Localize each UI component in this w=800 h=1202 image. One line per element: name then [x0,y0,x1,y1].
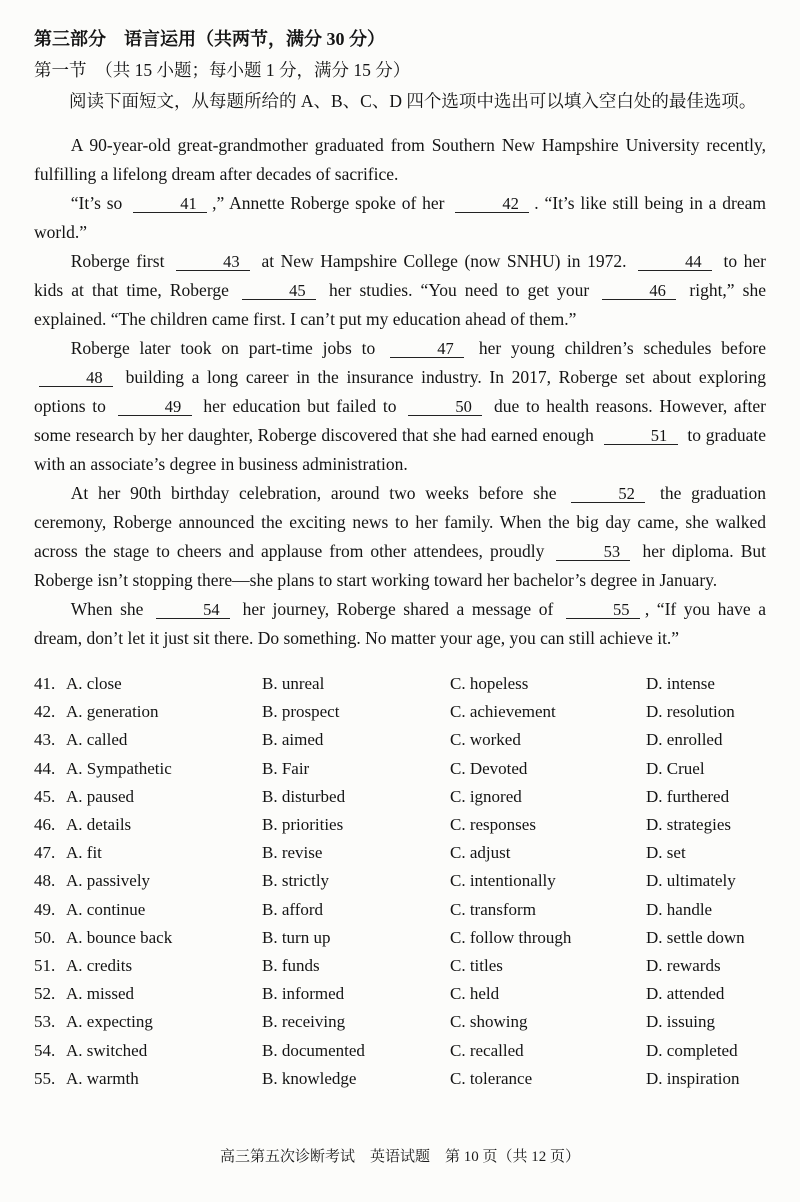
option-choice: D. resolution [646,702,735,722]
passage-paragraph: “It’s so 41 ,” Annette Roberge spoke of her 42 . “It’s like still being in a dream world.” [34,193,766,242]
option-choice: C. ignored [450,786,522,806]
option-row [34,952,766,980]
option-choice: A. called [66,730,128,750]
passage-paragraph: At her 90th birthday celebration, around two weeks before she 52 the graduation ceremony, Roberge announced the exciting news to her family. When the big day came, she walked across the stage to cheers and applause from other attendees, proudly 53 her diploma. But Roberge isn’t stopping there—she plans to start working toward her bachelor’s degree in January. [34,483,767,590]
cloze-blank: 51 [604,427,678,445]
cloze-blank: 50 [408,398,482,416]
option-row [34,1065,766,1093]
option-number: 53. [34,1012,56,1032]
option-number: 42. [34,702,56,722]
option-choice: A. passively [66,871,151,891]
option-choice: B. priorities [262,815,344,835]
option-row [34,867,766,895]
option-row [34,811,766,839]
cloze-blank: 54 [156,601,230,619]
option-choice: D. Cruel [646,758,705,778]
option-choice: B. unreal [262,674,325,693]
page-footer: 高三第五次诊断考试 英语试题 第 10 页（共 12 页） [219,1149,580,1165]
option-choice: C. transform [450,899,536,919]
option-choice: C. showing [450,1012,528,1032]
option-choice: C. recalled [450,1040,524,1060]
cloze-blank: 48 [39,369,113,387]
option-number: 43. [34,730,56,750]
option-choice: D. rewards [646,956,721,976]
option-choice: D. issuing [646,1012,715,1032]
option-row [34,980,766,1008]
option-choice: B. strictly [262,871,330,891]
cloze-blank: 42 [455,195,529,213]
cloze-blank: 53 [556,543,630,561]
option-choice: C. achievement [450,702,556,722]
option-choice: C. hopeless [450,674,529,693]
option-choice: A. generation [66,702,159,722]
option-row [34,1008,766,1036]
cloze-blank: 49 [118,398,192,416]
option-choice: D. settle down [646,927,745,947]
option-number: 54. [34,1040,56,1060]
option-number: 52. [34,984,56,1004]
passage-paragraph: A 90-year-old great-grandmother graduated from Southern New Hampshire University recently, fulfilling a lifelong dream after decades of sacrifice. [34,135,766,184]
option-choice: A. missed [66,984,134,1004]
option-choice: D. furthered [646,786,730,806]
option-choice: D. completed [646,1040,738,1060]
option-row [34,670,766,698]
option-number: 49. [34,899,56,919]
option-number: 48. [34,871,56,891]
section-title: 第一节 （共 15 小题；每小题 1 分，满分 15 分） [34,60,411,80]
cloze-blank: 55 [566,601,640,619]
cloze-blank: 41 [133,195,207,213]
options-table [34,670,766,1093]
option-row [34,698,766,726]
option-choice: D. handle [646,899,713,919]
option-number: 51. [34,956,56,976]
option-choice: B. Fair [262,758,310,778]
part-title: 第三部分 语言运用（共两节，满分 30 分） [34,29,385,49]
option-row [34,755,766,783]
option-choice: D. strategies [646,815,731,835]
option-choice: A. continue [66,899,146,919]
option-choice: A. paused [66,786,134,806]
option-number: 46. [34,815,56,835]
option-choice: B. receiving [262,1012,346,1032]
passage [34,131,766,653]
option-choice: D. attended [646,984,725,1004]
option-row [34,1037,766,1065]
option-choice: B. afford [262,899,324,919]
option-choice: A. fit [66,843,102,863]
option-row [34,783,766,811]
option-choice: B. disturbed [262,786,346,806]
option-number: 45. [34,786,56,806]
option-choice: A. switched [66,1040,148,1060]
option-choice: C. worked [450,730,521,750]
option-choice: C. held [450,984,500,1004]
option-number: 55. [34,1068,56,1088]
option-row [34,726,766,754]
option-choice: C. responses [450,815,536,835]
option-choice: C. titles [450,956,503,976]
option-choice: B. informed [262,984,345,1004]
cloze-blank: 46 [602,282,676,300]
cloze-blank: 52 [571,485,645,503]
option-choice: A. expecting [66,1012,153,1032]
option-choice: D. ultimately [646,871,736,891]
option-choice: C. Devoted [450,758,528,778]
option-choice: D. inspiration [646,1068,740,1088]
option-choice: D. intense [646,674,715,693]
option-choice: B. prospect [262,702,340,722]
option-number: 41. [34,674,56,693]
option-choice: D. set [646,843,686,863]
option-choice: B. knowledge [262,1068,357,1088]
option-choice: B. documented [262,1040,365,1060]
option-choice: C. intentionally [450,871,556,891]
option-row [34,896,766,924]
option-row [34,924,766,952]
option-choice: A. bounce back [66,927,173,947]
option-choice: C. tolerance [450,1068,533,1088]
option-choice: B. turn up [262,927,331,947]
option-row [34,839,766,867]
option-choice: B. revise [262,843,323,863]
option-choice: C. follow through [450,927,572,947]
passage-paragraph: When she 54 her journey, Roberge shared a message of 55 , “If you have a dream, don’t let it just sit there. Do something. No matter your age, you can still achieve it.” [34,599,766,648]
cloze-blank: 43 [176,253,250,271]
option-choice: A. credits [66,956,133,976]
option-choice: D. enrolled [646,730,723,750]
passage-paragraph: Roberge later took on part-time jobs to 47 her young children’s schedules before 48 building a long career in the insurance industry. In 2017, Roberge set about exploring options to 49 her education but failed to 50 due to health reasons. However, after some research by her daughter, Roberge discovered that she had earned enough 51 to graduate with an associate’s degree in business administration. [34,338,766,474]
option-number: 47. [34,843,56,863]
option-choice: B. funds [262,956,320,976]
cloze-blank: 47 [390,340,464,358]
option-choice: A. details [66,815,132,835]
cloze-blank: 44 [638,253,712,271]
option-number: 50. [34,927,56,947]
instructions: 阅读下面短文，从每题所给的 A、B、C、D 四个选项中选出可以填入空白处的最佳选项。 [69,91,757,111]
option-choice: B. aimed [262,730,324,750]
option-choice: C. adjust [450,843,511,863]
option-choice: A. warmth [66,1068,139,1088]
option-choice: A. close [66,674,122,693]
option-number: 44. [34,758,56,778]
option-choice: A. Sympathetic [66,758,172,778]
cloze-blank: 45 [242,282,316,300]
passage-paragraph: Roberge first 43 at New Hampshire College (now SNHU) in 1972. 44 to her kids at that time, Roberge 45 her studies. “You need to get your 46 right,” she explained. “The children came first. I can’t put my education ahead of them.” [34,251,766,329]
